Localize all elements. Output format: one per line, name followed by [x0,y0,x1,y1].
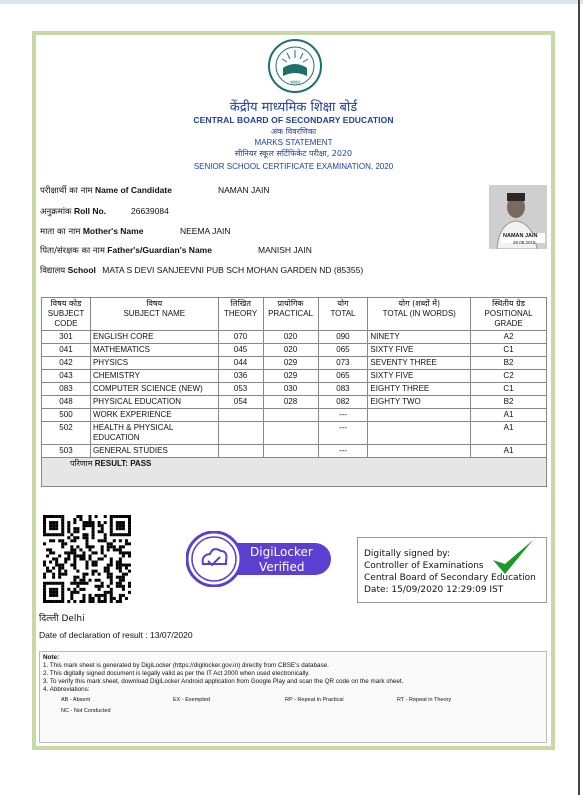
header-subject-name: विषय SUBJECT NAME [90,298,218,331]
place: दिल्ली Delhi [39,614,85,624]
father-name: MANISH JAIN [258,245,312,255]
abbreviations-row [43,696,543,704]
top-bar [0,0,583,4]
cell-subject-name: CHEMISTRY [90,370,218,383]
father-label-hindi: पिता/संरक्षक का नाम [40,246,105,256]
table-row [42,331,547,344]
roll-label-hindi: अनुक्रमांक [40,207,72,217]
candidate-name-row [40,185,172,196]
cbse-logo-icon [267,38,323,94]
cell-subject-name: WORK EXPERIENCE [90,409,218,422]
mother-row [40,226,143,237]
cell-theory: 036 [218,370,263,383]
mother-label: Mother's Name [82,226,144,236]
result-label-hindi: परिणाम [70,459,93,468]
cell-theory: 053 [218,383,263,396]
board-name-hindi: केंद्रीय माध्यमिक शिक्षा बोर्ड [229,100,358,115]
table-row [42,396,547,409]
header-theory: लिखित THEORY [218,298,263,331]
father-label: Father's/Guardian's Name [107,245,212,255]
declaration-label: Date of declaration of result : [39,630,148,640]
table-header-row [42,298,547,331]
cell-practical: 029 [263,370,318,383]
digilocker-badge-icon [186,531,334,587]
digilocker-line1: DigiLocker [250,545,313,559]
marks-statement-document [32,31,555,750]
result-value: PASS [130,459,152,468]
cell-theory [218,445,263,458]
school-label-hindi: विद्यालय [40,266,66,276]
cell-subject-code: 502 [42,422,91,445]
father-row [40,245,212,256]
cell-subject-code: 043 [42,370,91,383]
cell-total-words: SIXTY FIVE [368,344,471,357]
cell-subject-code: 048 [42,396,91,409]
cell-theory: 045 [218,344,263,357]
cell-total: --- [318,445,368,458]
notes-box [39,651,547,743]
header-grade: स्थितीय ग्रेड POSITIONAL GRADE [471,298,547,331]
photo-caption: NAMAN JAIN [503,233,538,239]
cell-theory: 070 [218,331,263,344]
cell-subject-name: HEALTH & PHYSICAL EDUCATION [90,422,218,445]
cell-subject-code: 500 [42,409,91,422]
cell-grade: A1 [471,409,547,422]
signature-line2: Controller of Examinations [364,561,484,571]
window-edge [578,0,580,795]
abbr-exempted: EX - Exempted [173,697,210,703]
name-label: Name of Candidate [94,185,172,195]
note-3: 3. To verify this mark sheet, download DigiLocker Android application from Google Play and scan the QR code on the mark sheet. [43,678,404,685]
cell-subject-name: PHYSICS [90,357,218,370]
cell-subject-code: 042 [42,357,91,370]
marks-table [41,297,547,487]
header-subject-code: विषय कोड SUBJECT CODE [42,298,91,331]
abbr-not-conducted: NC - Not Conducted [61,708,111,714]
cell-total-words: NINETY [368,331,471,344]
cell-total: 073 [318,357,368,370]
result-label: RESULT: [94,459,128,468]
mother-name: NEEMA JAIN [180,226,231,236]
cell-subject-name: MATHEMATICS [90,344,218,357]
roll-number: 26639084 [131,206,169,216]
table-row [42,409,547,422]
cell-grade: C2 [471,370,547,383]
table-row [42,357,547,370]
cell-subject-code: 041 [42,344,91,357]
cell-subject-code: 301 [42,331,91,344]
cell-theory: 044 [218,357,263,370]
table-row [42,370,547,383]
cell-subject-code: 083 [42,383,91,396]
cell-theory [218,409,263,422]
cell-total: 065 [318,370,368,383]
note-1: 1. This mark sheet is generated by DigiLocker (https://digilocker.gov.in) directly from CBSE's database. [43,662,329,669]
cell-subject-name: ENGLISH CORE [90,331,218,344]
cell-grade: B2 [471,396,547,409]
cell-practical: 029 [263,357,318,370]
photo-date: 26.08.2018 [513,240,536,245]
cell-subject-name: PHYSICAL EDUCATION [90,396,218,409]
roll-label: Roll No. [73,206,107,216]
header-total: योग TOTAL [318,298,368,331]
board-name-english: CENTRAL BOARD OF SECONDARY EDUCATION [193,115,394,125]
cell-practical: 020 [263,344,318,357]
declaration-row [39,630,193,640]
abbreviations-row-2 [43,707,543,715]
school-label: School [67,265,96,275]
cell-total-words: EIGHTY THREE [368,383,471,396]
cell-total: 082 [318,396,368,409]
table-row [42,445,547,458]
cell-total-words: EIGHTY TWO [368,396,471,409]
cell-total-words [368,409,471,422]
cell-practical: 030 [263,383,318,396]
exam-english: SENIOR SCHOOL CERTIFICATE EXAMINATION, 2020 [193,162,394,171]
cell-total: --- [318,422,368,445]
candidate-photo [489,185,547,249]
notes-title: Note: [43,654,60,661]
name-label-hindi: परीक्षार्थी का नाम [40,186,93,196]
school-row [40,265,363,276]
cell-total-words [368,422,471,445]
statement-hindi: अंक विवरणिका [270,127,317,136]
cell-subject-name: GENERAL STUDIES [90,445,218,458]
cell-practical [263,409,318,422]
digital-signature-box [357,537,547,603]
cell-total-words: SEVENTY THREE [368,357,471,370]
result-row [42,458,547,487]
signature-line3: Central Board of Secondary Education [364,573,536,583]
cell-subject-name: COMPUTER SCIENCE (NEW) [90,383,218,396]
cell-theory [218,422,263,445]
note-4: 4. Abbreviations: [43,686,90,693]
abbr-repeat-theory: RT - Repeat in Theory [397,697,452,703]
cell-total: --- [318,409,368,422]
school-name: MATA S DEVI SANJEEVNI PUB SCH MOHAN GARDEN ND (85355) [102,265,364,275]
cell-total: 090 [318,331,368,344]
cell-subject-code: 503 [42,445,91,458]
roll-row [40,206,106,217]
candidate-name: NAMAN JAIN [218,185,270,195]
cell-grade: B2 [471,357,547,370]
cell-grade: A2 [471,331,547,344]
table-row [42,422,547,445]
abbr-repeat-practical: RP - Repeat in Practical [285,697,344,703]
cell-practical [263,445,318,458]
cell-practical: 028 [263,396,318,409]
digilocker-line2: Verified [259,560,305,574]
exam-hindi: सीनियर स्कूल सर्टिफिकेट परीक्षा, 2020 [234,149,353,158]
header-practical: प्रायोगिक PRACTICAL [263,298,318,331]
cell-grade: A1 [471,445,547,458]
cell-total-words [368,445,471,458]
cell-theory: 054 [218,396,263,409]
logo-text: भारत [290,80,300,86]
cell-total: 065 [318,344,368,357]
cell-total-words: SIXTY FIVE [368,370,471,383]
cell-total: 083 [318,383,368,396]
note-2: 2. This digitally signed document is legally valid as per the IT Act 2000 when used electronically. [43,670,310,677]
statement-english: MARKS STATEMENT [254,138,333,147]
signature-line1: Digitally signed by: [364,549,451,559]
table-row [42,344,547,357]
declaration-date: 13/07/2020 [150,630,193,640]
qr-code[interactable] [43,515,131,603]
signature-line4: Date: 15/09/2020 12:29:09 IST [364,585,504,595]
cell-practical [263,422,318,445]
cell-practical: 020 [263,331,318,344]
cell-grade: C1 [471,344,547,357]
cell-grade: C1 [471,383,547,396]
cell-grade: A1 [471,422,547,445]
abbr-absent: AB - Absent [61,697,91,703]
table-row [42,383,547,396]
header-total-words: योग (शब्दों में) TOTAL (IN WORDS) [368,298,471,331]
mother-label-hindi: माता का नाम [40,227,81,237]
digilocker-verified-badge [186,531,334,587]
